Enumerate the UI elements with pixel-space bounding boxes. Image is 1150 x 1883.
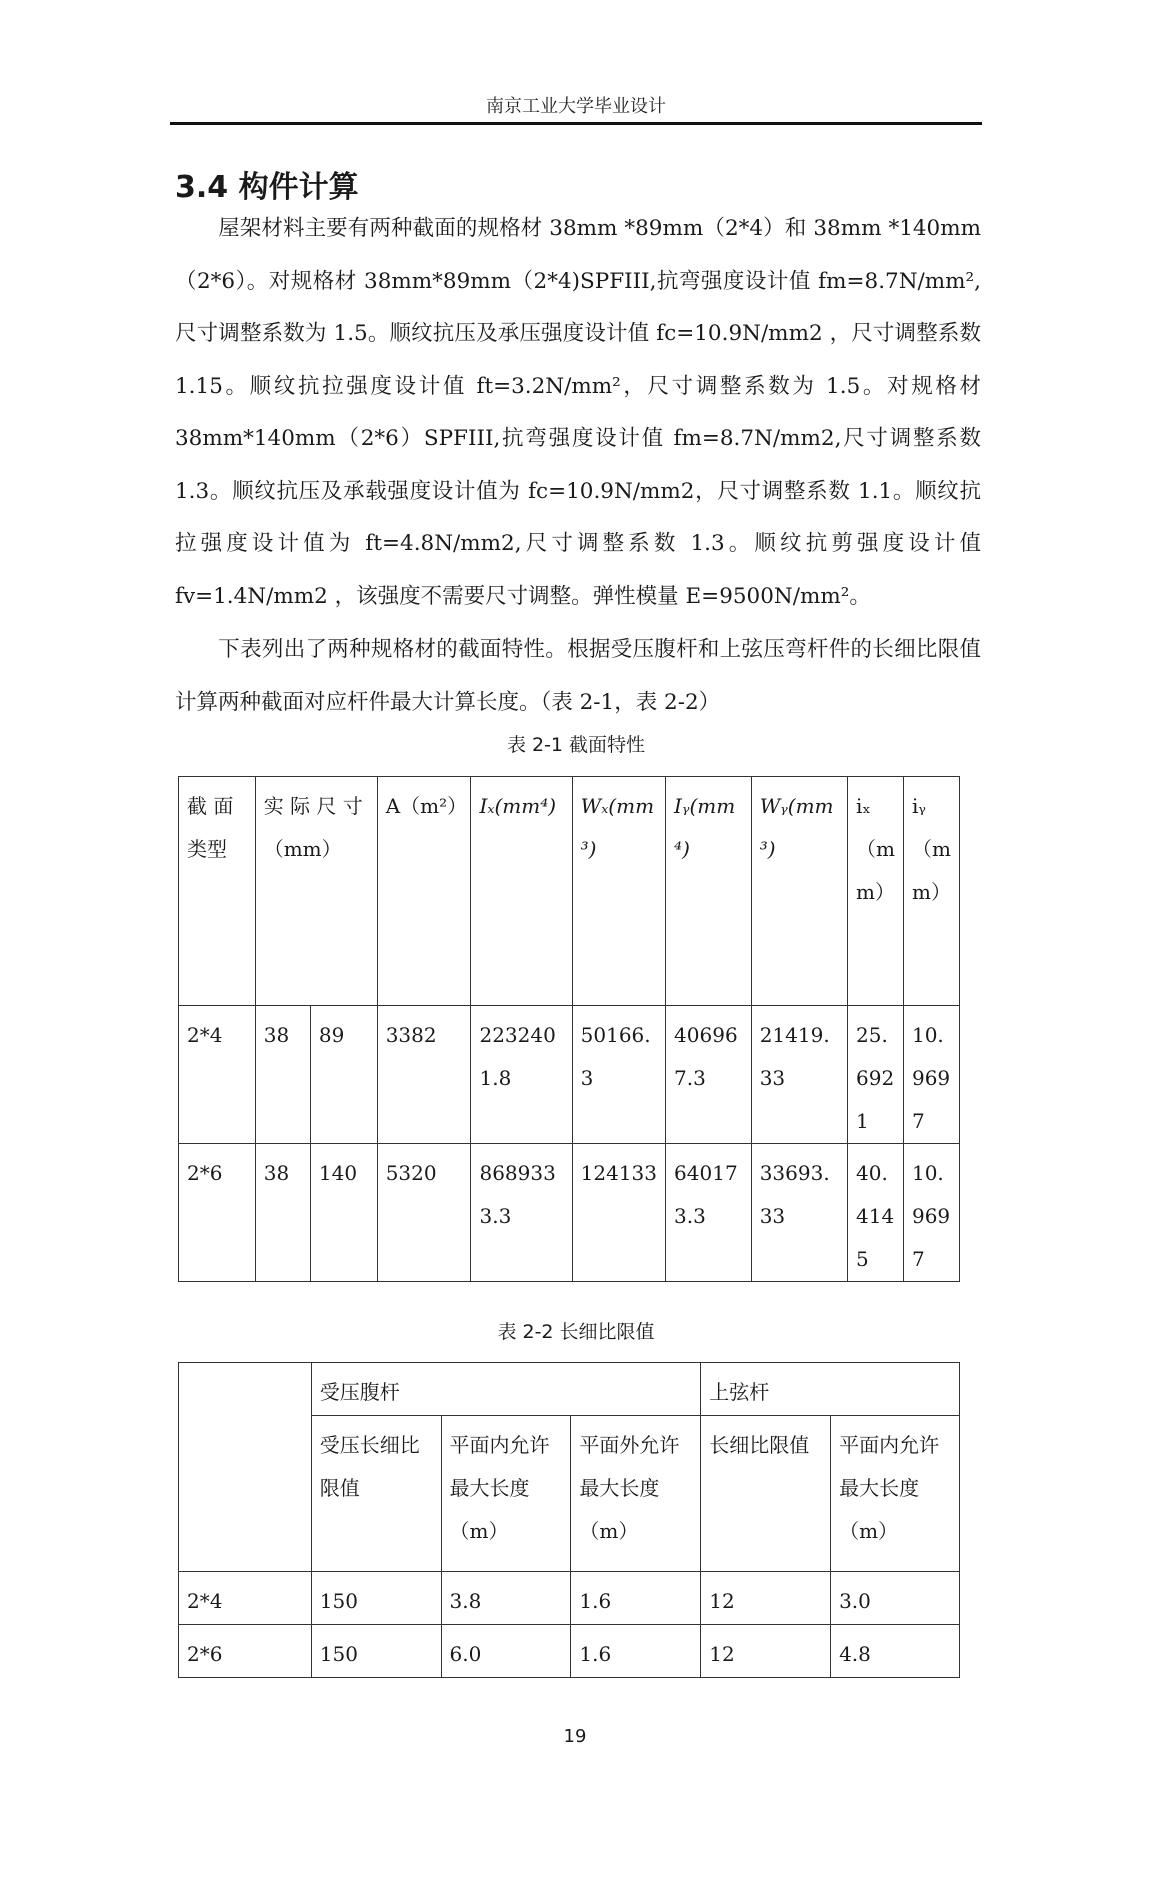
cell-ix: 8689333.3 — [471, 1144, 572, 1282]
cell-h: 140 — [310, 1144, 377, 1282]
header-ix: Iₓ(mm⁴) — [471, 777, 572, 1006]
cell-c2: 6.0 — [441, 1625, 571, 1678]
cell-a: 5320 — [377, 1144, 471, 1282]
subheader-c1: 受压长细比限值 — [311, 1416, 441, 1572]
header-ry: iᵧ（mm） — [903, 777, 959, 1006]
header-area: A（m²） — [377, 777, 471, 1006]
body-paragraph-1 — [175, 203, 981, 623]
subheader-c3: 平面外允许最大长度（m） — [571, 1416, 701, 1572]
cell-c1: 150 — [311, 1625, 441, 1678]
paragraph-1-text: 屋架材料主要有两种截面的规格材 38mm *89mm（2*4）和 38mm *140mm（2*6）。对规格材 38mm*89mm（2*4)SPFIII,抗弯强度设计值 fm=8.7N/mm²,尺寸调整系数为 1.5。顺纹抗压及承压强度设计值 fc=10.9N/mm2 ，尺寸调整系数 1.15。顺纹抗拉强度设计值 ft=3.2N/mm²，尺寸调整系数为 1.5。对规格材 38mm*140mm（2*6）SPFIII,抗弯强度设计值 fm=8.7N/mm2,尺寸调整系数 1.3。顺纹抗压及承载强度设计值为 fc=10.9N/mm2，尺寸调整系数 1.1。顺纹抗拉强度设计值为 ft=4.8N/mm2,尺寸调整系数 1.3。顺纹抗剪强度设计值 fv=1.4N/mm2 ，该强度不需要尺寸调整。弹性模量 E=9500N/mm²。 — [175, 216, 981, 609]
section-title: 3.4 构件计算 — [175, 170, 359, 205]
table-2-caption: 表 2-2 长细比限值 — [497, 1321, 655, 1343]
header-rule — [170, 122, 982, 125]
body-paragraph-2 — [175, 624, 981, 729]
cell-b: 38 — [255, 1006, 310, 1144]
group-web-member: 受压腹杆 — [311, 1363, 701, 1416]
table-row — [179, 1006, 960, 1144]
cell-iy: 640173.3 — [666, 1144, 752, 1282]
empty-corner-cell — [179, 1363, 312, 1572]
header-size: 实 际 尺 寸 （mm） — [255, 777, 377, 1006]
cell-c1: 150 — [311, 1572, 441, 1625]
group-top-chord: 上弦杆 — [701, 1363, 960, 1416]
cell-h: 89 — [310, 1006, 377, 1144]
cell-c4: 12 — [701, 1572, 831, 1625]
cell-ix: 2232401.8 — [471, 1006, 572, 1144]
cell-ry: 10.9697 — [903, 1006, 959, 1144]
slenderness-limit-table — [178, 1362, 960, 1678]
cell-ry: 10.9697 — [903, 1144, 959, 1282]
cell-a: 3382 — [377, 1006, 471, 1144]
header-iy: Iᵧ(mm⁴) — [666, 777, 752, 1006]
section-properties-table — [178, 776, 960, 1282]
cell-type: 2*6 — [179, 1625, 312, 1678]
page-header: 南京工业大学毕业设计 — [486, 96, 666, 117]
subheader-c5: 平面内允许最大长度（m） — [831, 1416, 960, 1572]
cell-wy: 21419.33 — [751, 1006, 847, 1144]
cell-rx: 25.6921 — [848, 1006, 904, 1144]
subheader-c4: 长细比限值 — [701, 1416, 831, 1572]
header-rx: iₓ（mm） — [848, 777, 904, 1006]
page-number: 19 — [563, 1726, 587, 1747]
cell-c3: 1.6 — [571, 1625, 701, 1678]
cell-c2: 3.8 — [441, 1572, 571, 1625]
table-row — [179, 1625, 960, 1678]
header-wy: Wᵧ(mm³) — [751, 777, 847, 1006]
table-1-caption: 表 2-1 截面特性 — [506, 734, 646, 756]
cell-rx: 40.4145 — [848, 1144, 904, 1282]
cell-wx: 124133 — [572, 1144, 665, 1282]
cell-b: 38 — [255, 1144, 310, 1282]
cell-c5: 3.0 — [831, 1572, 960, 1625]
table-group-header-row — [179, 1363, 960, 1416]
header-type: 截 面 类型 — [179, 777, 256, 1006]
cell-wy: 33693.33 — [751, 1144, 847, 1282]
cell-iy: 406967.3 — [666, 1006, 752, 1144]
cell-c5: 4.8 — [831, 1625, 960, 1678]
subheader-c2: 平面内允许最大长度（m） — [441, 1416, 571, 1572]
paragraph-2-text: 下表列出了两种规格材的截面特性。根据受压腹杆和上弦压弯杆件的长细比限值计算两种截面对应杆件最大计算长度。（表 2-1，表 2-2） — [175, 637, 981, 715]
cell-type: 2*4 — [179, 1572, 312, 1625]
header-wx: Wₓ(mm³) — [572, 777, 665, 1006]
table-header-row — [179, 777, 960, 1006]
cell-c4: 12 — [701, 1625, 831, 1678]
cell-c3: 1.6 — [571, 1572, 701, 1625]
cell-type: 2*4 — [179, 1006, 256, 1144]
table-row — [179, 1144, 960, 1282]
cell-type: 2*6 — [179, 1144, 256, 1282]
table-row — [179, 1572, 960, 1625]
cell-wx: 50166.3 — [572, 1006, 665, 1144]
